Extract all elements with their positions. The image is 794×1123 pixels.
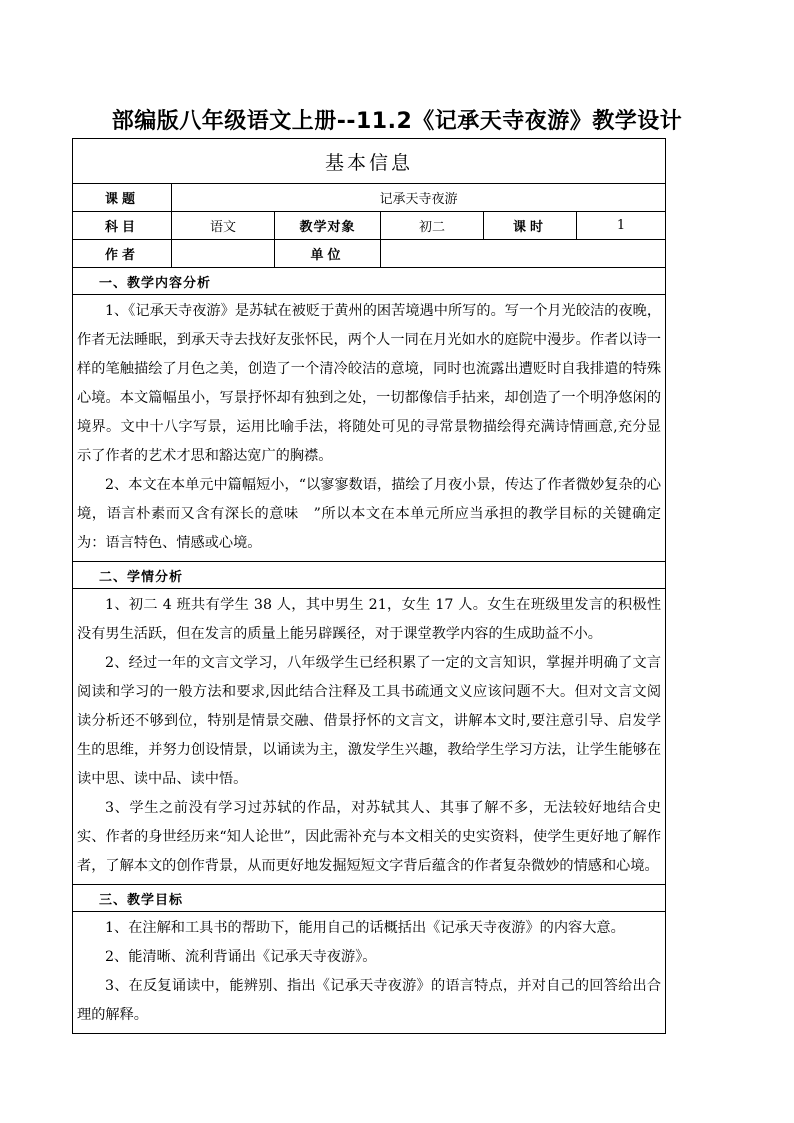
basic-info-header: 基本信息 [73,139,666,184]
paragraph: 2、能清晰、流利背诵出《记承天寺夜游》。 [105,949,377,965]
section-body-student-analysis [73,589,666,885]
paragraph: 3、在反复诵读中，能辨别、指出《记承天寺夜游》的语言特点，并对自己的回答给出合理的解释。 [77,978,662,1023]
paragraph: 2、经过一年的文言文学习，八年级学生已经积累了一定的文言知识，掌握并明确了文言阅读和学习的一般方法和要求,因此结合注释及工具书疏通文义应该问题不大。但对文言文阅读分析还不够到位，特别是情景交融、借景抒怀的文言文，讲解本文时,要注意引导、启发学生的思维，并努力创设情景，以诵读为主，激发学生兴趣，教给学生学习方法，让学生能够在读中思、读中品、读中悟。 [77,655,662,787]
lesson-plan-table [72,138,666,1034]
period-value: 1 [577,212,666,240]
author-value [172,240,275,268]
paragraph: 1、在注解和工具书的帮助下，能用自己的话概括出《记承天寺夜游》的内容大意。 [105,920,625,936]
section-body-teaching-goals [73,912,666,1034]
section-heading-teaching-goals: 三、教学目标 [73,885,666,912]
section-heading-content-analysis: 一、教学内容分析 [73,268,666,295]
topic-value: 记承天寺夜游 [172,184,666,212]
paragraph: 1、《记承天寺夜游》是苏轼在被贬于黄州的困苦境遇中所写的。写一个月光皎洁的夜晚，作者无法睡眠，到承天寺去找好友张怀民，两个人一同在月光如水的庭院中漫步。作者以诗一样的笔触描绘了月色之美，创造了一个清冷皎洁的意境，同时也流露出遭贬时自我排遣的特殊心境。本文篇幅虽小，写景抒怀却有独到之处，一切都像信手拈来，却创造了一个明净悠闲的境界。文中十八字写景，运用比喻手法，将随处可见的寻常景物描绘得充满诗情画意,充分显示了作者的艺术才思和豁达宽广的胸襟。 [77,303,662,464]
author-label: 作者 [73,240,172,268]
section-heading-student-analysis: 二、学情分析 [73,562,666,589]
document-title: 部编版八年级语文上册--11.2《记承天寺夜游》教学设计 [111,109,683,134]
audience-label: 教学对象 [275,212,381,240]
audience-value: 初二 [381,212,484,240]
period-label: 课时 [484,212,577,240]
subject-label: 科目 [73,212,172,240]
subject-value: 语文 [172,212,275,240]
unit-label: 单位 [275,240,381,268]
unit-value [381,240,666,268]
section-body-content-analysis [73,295,666,562]
paragraph: 1、初二 4 班共有学生 38 人，其中男生 21，女生 17 人。女生在班级里发言的积极性没有男生活跃，但在发言的质量上能另辟蹊径，对于课堂教学内容的生成助益不小。 [77,597,662,642]
topic-label: 课题 [73,184,172,212]
paragraph: 3、学生之前没有学习过苏轼的作品，对苏轼其人、其事了解不多，无法较好地结合史实、作者的身世经历来“知人论世”，因此需补充与本文相关的史实资料，使学生更好地了解作者，了解本文的创作背景，从而更好地发掘短短文字背后蕴含的作者复杂微妙的情感和心境。 [77,800,662,874]
paragraph: 2、本文在本单元中篇幅短小，“以寥寥数语，描绘了月夜小景，传达了作者微妙复杂的心境，语言朴素而又含有深长的意味 ”所以本文在本单元所应当承担的教学目标的关键确定为：语言特色、情感或心境。 [77,477,662,551]
